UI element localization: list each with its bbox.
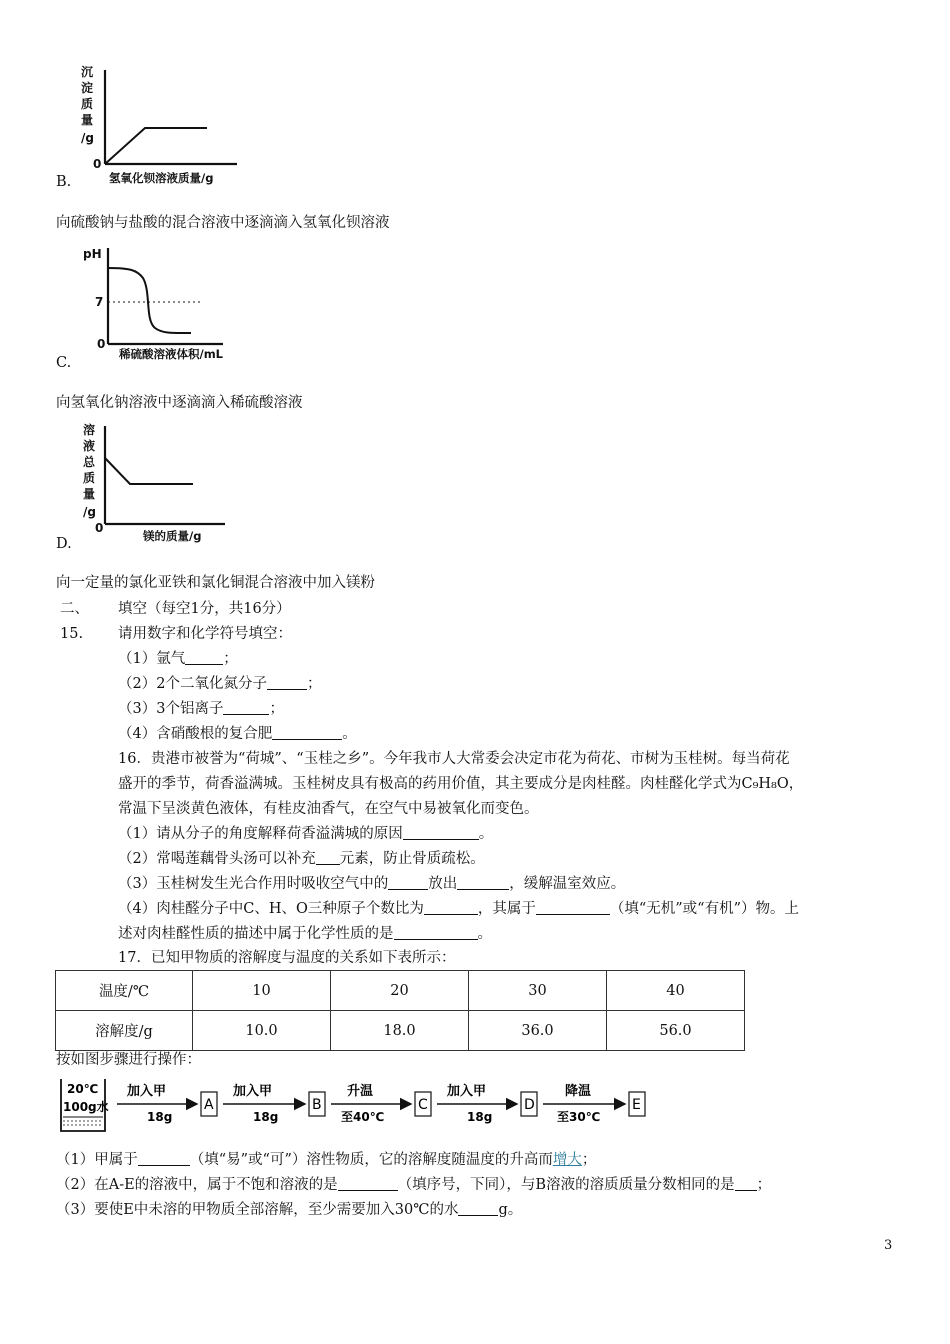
flow-step-2-bottom: 18g [253,1110,279,1124]
q16-sub-3-end: ，缓解温室效应。 [509,876,626,892]
graph-c-curve [108,268,191,333]
flow-step-1-bottom: 18g [147,1110,173,1124]
q17-part-1 [56,1150,596,1170]
q16-blank-1[interactable] [403,825,479,840]
graph-d [75,418,245,546]
flow-box-b-label: B [312,1097,322,1113]
q16-sub-4-mid: ，其属于 [477,901,536,917]
q15-number: 15. [60,626,84,642]
flow-box-e-label: E [632,1097,641,1113]
q15-item-3-text: （3）3个铝离子 [118,701,224,717]
table-cell: 36.0 [469,1011,607,1051]
graph-b-ylabel-4: 量 [81,113,94,127]
table-cell: 10.0 [193,1011,331,1051]
beaker-temp: 20℃ [67,1082,99,1096]
table-cell: 56.0 [607,1011,745,1051]
section2-title: 填空（每空1分，共16分） [118,601,291,617]
graph-b-ylabel-5: /g [81,131,94,145]
option-b-description: 向硫酸钠与盐酸的混合溶液中逐滴滴入氢氧化钡溶液 [56,215,390,231]
graph-d-ylabel-1: 溶 [83,423,96,437]
graph-d-ylabel-4: 质 [83,471,96,485]
q16-blank-4b[interactable] [536,900,610,915]
graph-c-tick-7: 7 [95,295,104,309]
flow-step-5-bottom: 至30℃ [557,1110,601,1124]
table-cell: 40 [607,971,745,1011]
q16-sub-3-mid: 放出 [428,876,458,892]
q16-sub-4-cont-end: 。 [477,926,492,942]
table-row-solubility [56,1011,745,1051]
flow-step-4-bottom: 18g [467,1110,493,1124]
q17-blank-1[interactable] [138,1151,190,1166]
q15-item-1-text: （1）氩气 [118,651,186,667]
q17-part-2-end: ； [756,1177,772,1193]
graph-b-origin: 0 [93,157,102,171]
q15-blank-4[interactable] [272,725,342,740]
section2-number: 二、 [60,601,89,617]
q15-blank-3[interactable] [223,700,269,715]
flow-box-c-label: C [418,1097,428,1113]
table-cell: 20 [331,971,469,1011]
q17-part-2-text: （2）在A-E的溶液中，属于不饱和溶液的是 [56,1177,338,1193]
beaker-water: 100g水 [63,1100,109,1114]
page-number: 3 [884,1238,893,1253]
graph-b-ylabel-1: 沉 [81,65,94,79]
q17-step-intro: 按如图步骤进行操作： [56,1052,201,1068]
q16-blank-4a[interactable] [424,900,478,915]
q17-blank-3[interactable] [458,1201,498,1216]
q16-sub-4 [118,899,799,919]
table-cell: 30 [469,971,607,1011]
q16-blank-3a[interactable] [388,875,428,890]
flow-box-d-label: D [524,1097,535,1113]
q17-part-2 [56,1175,771,1195]
q16-sub-1-end: 。 [478,826,494,842]
q16-sub-4-cont-text: 述对肉桂醛性质的描述中属于化学性质的是 [118,926,394,942]
q16-blank-3b[interactable] [457,875,509,890]
table-cell: 10 [193,971,331,1011]
graph-b [75,60,255,190]
q16-sub-2-end: 元素，防止骨质疏松。 [339,851,485,867]
graph-b-xlabel: 氢氧化钡溶液质量/g [109,171,214,185]
graph-d-xlabel: 镁的质量/g [143,529,202,543]
q16-sub-4-cont [118,924,492,944]
option-c-description: 向氢氧化钠溶液中逐滴滴入稀硫酸溶液 [56,395,303,411]
table-cell: 18.0 [331,1011,469,1051]
q15-blank-1[interactable] [185,650,223,665]
q15-item-3-end: ； [269,701,284,717]
q17-stem: 17．已知甲物质的溶解度与温度的关系如下表所示： [118,950,456,966]
graph-d-ylabel-5: 量 [83,487,96,501]
q15-item-4 [118,724,357,744]
q15-item-2-text: （2）2个二氧化氮分子 [118,676,267,692]
q17-part-1-end: ； [581,1152,597,1168]
q15-blank-2[interactable] [267,675,307,690]
option-d-letter: D. [56,536,72,552]
q17-part-1-text: （1）甲属于 [56,1152,138,1168]
graph-d-ylabel-3: 总 [83,455,96,469]
graph-d-ylabel-2: 液 [83,439,96,453]
graph-b-ylabel-3: 质 [81,97,94,111]
q17-part-1-mid: （填“易”或“可”）溶性物质，它的溶解度随温度的升高而 [189,1152,553,1168]
q16-sub-2 [118,849,485,869]
q16-sub-2-text: （2）常喝莲藕骨头汤可以补充 [118,851,316,867]
graph-c-xlabel: 稀硫酸溶液体积/mL [119,347,224,361]
q16-sub-4-end: （填“无机”或“有机”）物。上 [609,901,800,917]
q17-part-2-mid: （填序号，下同），与B溶液的溶质质量分数相同的是 [397,1177,735,1193]
q15-item-2-end: ； [306,676,322,692]
graph-d-origin: 0 [95,521,104,535]
option-b-letter: B. [56,174,72,190]
q15-item-4-end: 。 [342,726,357,742]
q15-item-4-text: （4）含硝酸根的复合肥 [118,726,273,742]
q16-sub-4-text: （4）肉桂醛分子中C、H、O三种原子个数比为 [118,901,424,917]
table-header-temperature: 温度/℃ [56,971,193,1011]
option-d-description: 向一定量的氯化亚铁和氯化铜混合溶液中加入镁粉 [56,575,375,591]
q17-blank-2b[interactable] [735,1176,757,1191]
flow-box-a-label: A [204,1097,214,1113]
graph-c-origin: 0 [97,337,106,351]
q17-blank-2a[interactable] [338,1176,398,1191]
solubility-table [55,970,745,1051]
graph-c [75,240,255,365]
graph-c-ylabel: pH [83,247,102,261]
q16-sub-3 [118,874,625,894]
q16-sub-1-text: （1）请从分子的角度解释荷香溢满城的原因 [118,826,403,842]
q16-line-3: 常温下呈淡黄色液体，有桂皮油香气，在空气中易被氧化而变色。 [118,801,539,817]
graph-b-curve [105,128,207,164]
graph-d-curve [105,458,193,484]
table-header-solubility: 溶解度/g [56,1011,193,1051]
q16-sub-1 [118,824,493,844]
q16-blank-2[interactable] [316,850,340,865]
table-row-temperature [56,971,745,1011]
q16-blank-4c[interactable] [394,925,478,940]
q15-item-1 [118,649,238,669]
q15-item-1-end: ； [223,651,238,667]
option-c-letter: C. [56,355,72,371]
flow-step-2-top: 加入甲 [233,1084,273,1099]
q17-answer-link[interactable]: 增大 [552,1152,582,1168]
q17-part-3 [56,1200,522,1220]
flow-step-5-top: 降温 [565,1084,592,1099]
q16-line-2: 盛开的季节，荷香溢满城。玉桂树皮具有极高的药用价值，其主要成分是肉桂醛。肉桂醛化学式为C₉H₈O， [118,776,804,792]
q17-part-3-end: g。 [498,1202,523,1218]
q15-item-2 [118,674,321,694]
flow-step-1-top: 加入甲 [127,1084,167,1099]
procedure-flow-diagram [55,1073,675,1135]
q15-item-3 [118,699,284,719]
q17-part-3-text: （3）要使E中未溶的甲物质全部溶解，至少需要加入30℃的水 [56,1202,459,1218]
graph-b-ylabel-2: 淀 [81,81,94,95]
flow-step-3-top: 升温 [347,1084,374,1099]
q16-line-1: 16．贵港市被誉为“荷城”、“玉桂之乡”。今年我市人大常委会决定市花为荷花、市树为玉桂树。每当荷花 [118,751,790,767]
graph-d-ylabel-6: /g [83,505,96,519]
flow-step-3-bottom: 至40℃ [341,1110,385,1124]
q15-stem: 请用数字和化学符号填空： [118,626,292,642]
q16-sub-3-text: （3）玉桂树发生光合作用时吸收空气中的 [118,876,389,892]
flow-step-4-top: 加入甲 [447,1084,487,1099]
